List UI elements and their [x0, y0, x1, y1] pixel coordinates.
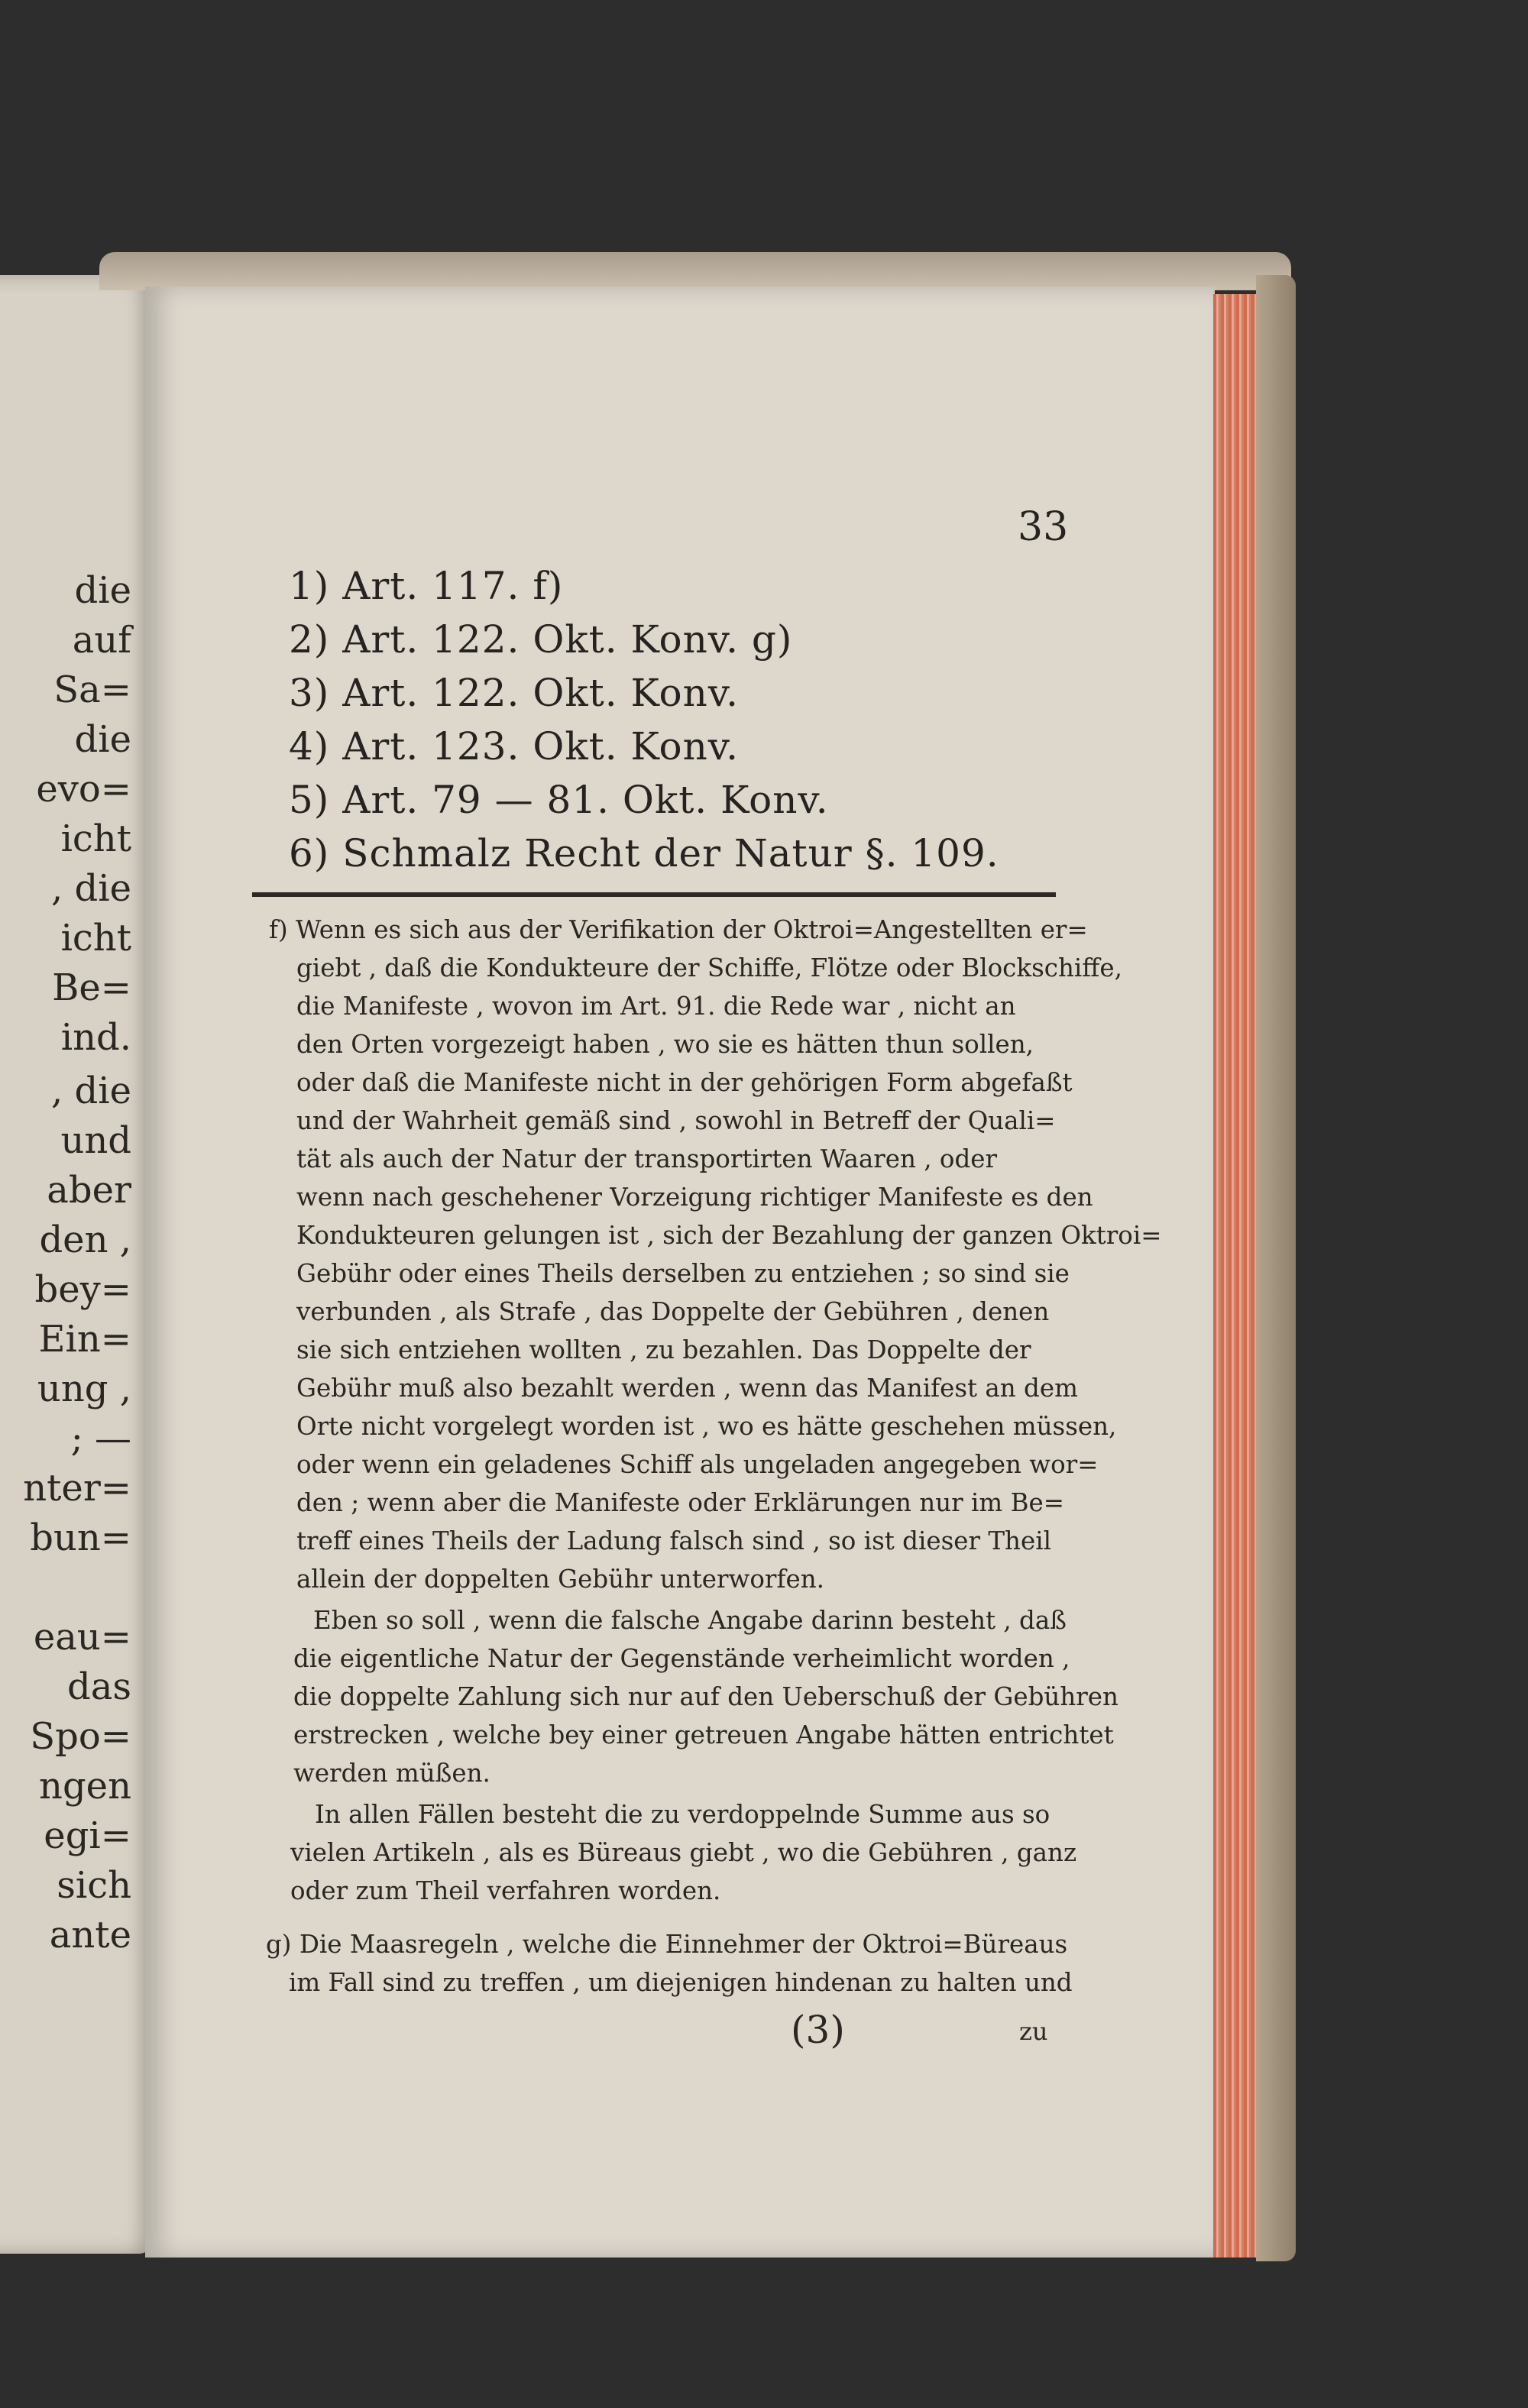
- footnote-line: f) Wenn es sich aus der Verifikation der Oktroi=Angestellten er=: [269, 915, 1088, 944]
- footnote-line: den ; wenn aber die Manifeste oder Erklärungen nur im Be=: [296, 1488, 1064, 1517]
- left-fragment: die: [74, 718, 131, 761]
- book-top-edge: [99, 252, 1291, 290]
- footnote-line: Gebühr oder eines Theils derselben zu entziehen ; so sind sie: [296, 1259, 1070, 1288]
- left-fragment: ung ,: [37, 1367, 131, 1410]
- left-fragment: eau=: [33, 1616, 131, 1659]
- left-fragment: evo=: [36, 768, 131, 811]
- footnote-line: den Orten vorgezeigt haben , wo sie es hätten thun sollen,: [296, 1030, 1034, 1059]
- footnote-line: oder daß die Manifeste nicht in der gehörigen Form abgefaßt: [296, 1068, 1073, 1097]
- left-fragment: , die: [51, 1070, 131, 1112]
- footnote-line: giebt , daß die Kondukteure der Schiffe, Flötze oder Blockschiffe,: [296, 953, 1122, 982]
- red-page-edges: [1213, 294, 1258, 2258]
- left-fragment: und: [60, 1119, 131, 1162]
- book-cover-edge: [1256, 275, 1296, 2261]
- footnote-line: treff eines Theils der Ladung falsch sind , so ist dieser Theil: [296, 1526, 1051, 1555]
- footnote-line: erstrecken , welche bey einer getreuen Angabe hätten entrichtet: [293, 1720, 1114, 1749]
- left-fragment: bun=: [30, 1516, 131, 1559]
- footnote-line: oder zum Theil verfahren worden.: [290, 1876, 721, 1905]
- left-fragment: aber: [47, 1169, 131, 1212]
- footnote-line: allein der doppelten Gebühr unterworfen.: [296, 1565, 824, 1594]
- reference-line: 5) Art. 79 — 81. Okt. Konv.: [289, 778, 829, 822]
- footnote-line: In allen Fällen besteht die zu verdoppelnde Summe aus so: [315, 1800, 1050, 1829]
- footnote-line: im Fall sind zu treffen , um diejenigen hindenan zu halten und: [289, 1968, 1073, 1997]
- footnote-line: und der Wahrheit gemäß sind , sowohl in Betreff der Quali=: [296, 1106, 1056, 1135]
- left-fragment: icht: [60, 917, 131, 960]
- left-fragment: auf: [72, 619, 131, 662]
- footnote-line: tät als auch der Natur der transportirten Waaren , oder: [296, 1144, 998, 1173]
- left-fragment: sich: [57, 1864, 131, 1907]
- footnote-line: g) Die Maasregeln , welche die Einnehmer der Oktroi=Büreaus: [266, 1930, 1068, 1959]
- left-fragment: die: [74, 569, 131, 612]
- left-fragment: nter=: [23, 1467, 131, 1510]
- left-fragment: ngen: [39, 1765, 131, 1808]
- left-fragment: Spo=: [30, 1715, 131, 1758]
- reference-line: 4) Art. 123. Okt. Konv.: [289, 724, 740, 769]
- footnote-line: Eben so soll , wenn die falsche Angabe darinn besteht , daß: [313, 1606, 1067, 1635]
- footnote-line: Gebühr muß also bezahlt werden , wenn das Manifest an dem: [296, 1374, 1078, 1403]
- left-fragment: das: [67, 1665, 131, 1708]
- left-page: [0, 275, 153, 2254]
- left-fragment: ; —: [70, 1417, 131, 1460]
- reference-line: 6) Schmalz Recht der Natur §. 109.: [289, 831, 999, 875]
- footnote-line: Kondukteuren gelungen ist , sich der Bezahlung der ganzen Oktroi=: [296, 1221, 1162, 1250]
- footnote-rule: [252, 892, 1056, 897]
- footnote-line: verbunden , als Strafe , das Doppelte der Gebühren , denen: [296, 1297, 1050, 1326]
- footnote-line: oder wenn ein geladenes Schiff als ungeladen angegeben wor=: [296, 1450, 1099, 1479]
- left-fragment: Be=: [52, 966, 131, 1009]
- footnote-line: die doppelte Zahlung sich nur auf den Ueberschuß der Gebühren: [293, 1682, 1118, 1711]
- footnote-line: wenn nach geschehener Vorzeigung richtiger Manifeste es den: [296, 1183, 1093, 1212]
- footnote-line: Orte nicht vorgelegt worden ist , wo es hätte geschehen müssen,: [296, 1412, 1117, 1441]
- left-fragment: egi=: [44, 1814, 131, 1857]
- left-fragment: den ,: [39, 1219, 131, 1261]
- left-fragment: Ein=: [38, 1318, 131, 1361]
- footnote-line: vielen Artikeln , als es Büreaus giebt , wo die Gebühren , ganz: [290, 1838, 1077, 1867]
- reference-line: 3) Art. 122. Okt. Konv.: [289, 671, 740, 715]
- left-fragment: icht: [60, 817, 131, 860]
- reference-line: 2) Art. 122. Okt. Konv. g): [289, 617, 793, 662]
- catchword: zu: [1019, 2017, 1048, 2046]
- page-number: 33: [1018, 504, 1069, 550]
- footnote-line: die Manifeste , wovon im Art. 91. die Rede war , nicht an: [296, 992, 1016, 1021]
- left-fragment: , die: [51, 867, 131, 910]
- left-fragment: Sa=: [53, 668, 131, 711]
- left-fragment: ante: [49, 1914, 131, 1956]
- left-fragment: bey=: [34, 1268, 131, 1311]
- footnote-line: die eigentliche Natur der Gegenstände verheimlicht worden ,: [293, 1644, 1070, 1673]
- left-fragment: ind.: [60, 1016, 131, 1059]
- footnote-line: werden müßen.: [293, 1759, 490, 1788]
- reference-line: 1) Art. 117. f): [289, 564, 564, 608]
- footnote-line: sie sich entziehen wollten , zu bezahlen. Das Doppelte der: [296, 1335, 1031, 1364]
- signature-mark: (3): [791, 2008, 845, 2052]
